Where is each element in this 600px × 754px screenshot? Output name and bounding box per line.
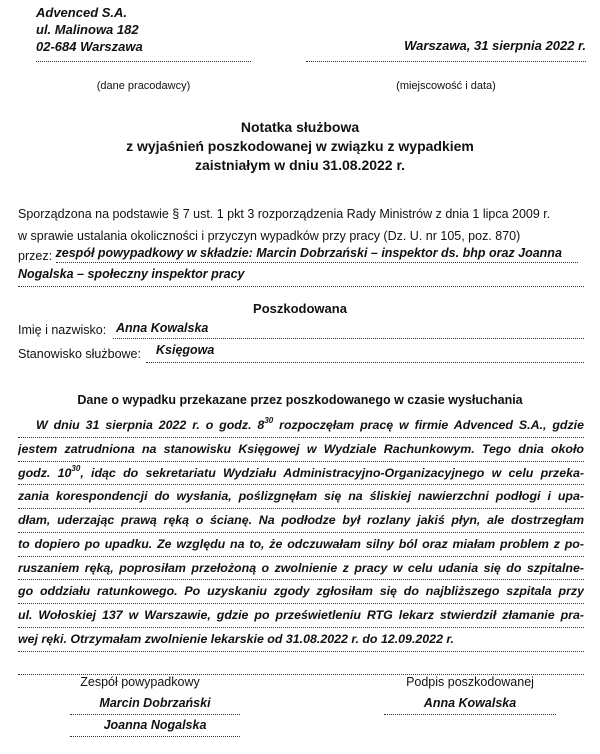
statement-line-7: ruszaniem ręką, poprosiłam przełożoną o zwolnienie z pracy w celu udania się do szpitalne- <box>18 557 584 581</box>
document-title <box>0 118 600 175</box>
victim-position-label: Stanowisko służbowe: <box>18 347 141 361</box>
employer-block <box>36 4 251 55</box>
statement-line-11 <box>18 652 584 676</box>
basis-line-1: Sporządzona na podstawie § 7 ust. 1 pkt 3 rozporządzenia Rady Ministrów z dnia 1 lipca 2009 r. <box>18 207 551 221</box>
title-line-3: zaistniałym w dniu 31.08.2022 r. <box>194 157 406 173</box>
title-line-2: z wyjaśnień poszkodowanej w związku z wypadkiem <box>126 138 474 154</box>
statement-line-5: dłam, uderzając prawą ręką o ścianę. Na podłodze był rozlany jakiś płyn, ale dostrzegłam <box>18 509 584 533</box>
przez-label: przez: <box>18 249 53 263</box>
place-date-caption: (miejscowość i data) <box>396 80 496 92</box>
victim-name-field <box>113 318 584 339</box>
statement-line-3: godz. $10^{30}$, idąc do sekretariatu Wydziału Administracyjno-Organizacyjnego w celu przeka- <box>18 462 584 486</box>
basis-line-2: w sprawie ustalania okoliczności i przyczyn wypadków przy pracy (Dz. U. nr 105, poz. 870) <box>18 229 521 243</box>
statement-line-9: ul. Wołoskiej 137 w Warszawie, gdzie po prześwietleniu RTG lekarz stwierdził złamanie pra- <box>18 604 584 628</box>
victim-heading: Poszkodowana <box>253 301 347 316</box>
statement-line-4: zania korespondencji do wysłania, poślizgnęłam się na śliskiej nawierzchni podłogi i upa- <box>18 485 584 509</box>
employer-dotted-line <box>36 61 251 62</box>
team-member-2-signature: Joanna Nogalska <box>70 718 240 737</box>
victim-position-row <box>18 341 584 363</box>
place-date-dotted-line <box>306 61 586 62</box>
victim-signature-caption: Podpis poszkodowanej <box>406 675 534 689</box>
employer-street: ul. Malinowa 182 <box>36 22 139 37</box>
przez-value-line-2: Nogalska – społeczny inspektor pracy <box>18 267 584 287</box>
victim-signature: Anna Kowalska <box>384 696 556 715</box>
statement-body <box>18 414 584 675</box>
legal-basis <box>18 203 588 247</box>
statement-line-2: jestem zatrudniona na stanowisku Księgowej w Wydziale Rachunkowym. Tego dnia około <box>18 438 584 462</box>
statement-line-10: wej ręki. Otrzymałam zwolnienie lekarskie od 31.08.2022 r. do 12.09.2022 r. <box>18 628 584 652</box>
place-date: Warszawa, 31 sierpnia 2022 r. <box>404 38 586 53</box>
przez-row <box>18 245 588 267</box>
team-signature-caption: Zespół powypadkowy <box>80 675 200 689</box>
przez-value-line-1: zespół powypadkowy w składzie: Marcin Dobrzański – inspektor ds. bhp oraz Joanna <box>56 245 578 263</box>
victim-name-row <box>18 317 584 339</box>
victim-name-label: Imię i nazwisko: <box>18 323 107 337</box>
title-line-1: Notatka służbowa <box>240 119 360 135</box>
statement-line-8: go oddziału ratunkowego. Po uzyskaniu zgody zgłosiłam się do najbliższego szpitala przy <box>18 580 584 604</box>
victim-name-value: Anna Kowalska <box>116 321 209 335</box>
statement-heading: Dane o wypadku przekazane przez poszkodowanego w czasie wysłuchania <box>77 393 523 407</box>
victim-position-value: Księgowa <box>156 343 215 357</box>
statement-line-6: to dopiero po upadku. Ze względu na to, że odczuwałam silny ból oraz miałam problem z po- <box>18 533 584 557</box>
statement-line-1: W dniu 31 sierpnia 2022 r. o godz. $8^{30}$ rozpoczęłam pracę w firmie Advenced S.A., gdzie <box>18 414 584 438</box>
team-member-1-signature: Marcin Dobrzański <box>70 696 240 715</box>
victim-position-field <box>146 342 584 363</box>
employer-name: Advenced S.A. <box>36 5 128 20</box>
employer-caption: (dane pracodawcy) <box>96 80 191 92</box>
employer-city: 02-684 Warszawa <box>36 39 143 54</box>
